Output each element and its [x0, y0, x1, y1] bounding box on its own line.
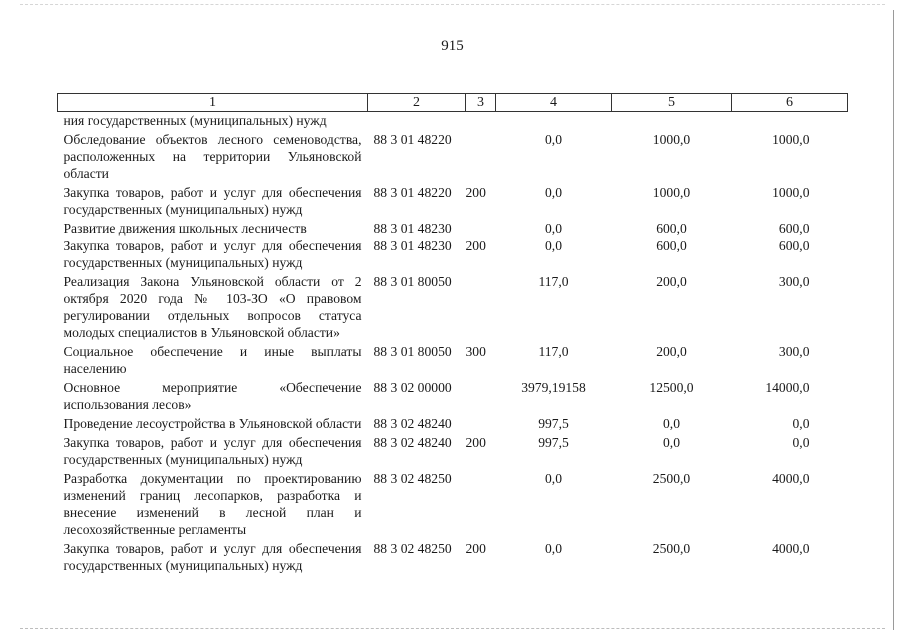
row-value-4: 3979,19158 — [521, 380, 586, 395]
row-code: 88 3 02 48240 — [373, 435, 452, 450]
table-row — [58, 129, 848, 182]
row-value-6: 14000,0 — [765, 380, 810, 395]
row-value-6: 600,0 — [778, 238, 810, 253]
row-value-6: 0,0 — [792, 435, 810, 450]
table-row — [58, 468, 848, 538]
table-row — [58, 182, 848, 218]
row-name: Основное мероприятие «Обеспечение использования лесов» — [63, 380, 362, 412]
row-value-5: 0,0 — [663, 416, 680, 431]
row-code — [368, 112, 466, 130]
row-code: 88 3 01 48220 — [373, 132, 452, 147]
row-type — [466, 112, 496, 130]
row-type — [466, 271, 496, 341]
row-value-4: 0,0 — [545, 238, 562, 253]
row-type — [466, 413, 496, 432]
row-value-4: 0,0 — [545, 541, 562, 556]
row-value-6: 0,0 — [792, 416, 810, 431]
row-type — [466, 218, 496, 237]
row-value-4: 997,5 — [538, 416, 569, 431]
header-col-3: 3 — [466, 94, 496, 112]
scan-right-edge — [893, 10, 894, 630]
table-row — [58, 377, 848, 413]
page-number: 915 — [441, 38, 464, 54]
row-value-5: 2500,0 — [652, 471, 691, 486]
row-name: Реализация Закона Ульяновской области от 2 октября 2020 года № 103-ЗО «О правовом регулировании отдельных вопросов статуса молодых специалистов в Ульяновской области» — [63, 274, 362, 340]
row-name: Обследование объектов лесного семеноводства, расположенных на территории Ульяновской области — [63, 132, 362, 181]
header-col-2: 2 — [368, 94, 466, 112]
row-code: 88 3 02 48250 — [373, 541, 452, 556]
header-col-6: 6 — [732, 94, 848, 112]
table-row — [58, 271, 848, 341]
table-row — [58, 237, 848, 271]
row-code: 88 3 02 48240 — [373, 416, 452, 431]
row-type — [466, 129, 496, 182]
row-name: Разработка документации по проектированию изменений границ лесопарков, разработка и внесение изменений в лесной план и лесохозяйственные регламенты — [63, 471, 362, 537]
row-value-5: 200,0 — [656, 274, 687, 289]
row-code: 88 3 02 48250 — [373, 471, 452, 486]
row-value-4: 117,0 — [538, 344, 569, 359]
row-value-5: 12500,0 — [649, 380, 694, 395]
row-value-5: 200,0 — [656, 344, 687, 359]
scan-top-edge — [20, 4, 885, 5]
row-name: Закупка товаров, работ и услуг для обеспечения государственных (муниципальных) нужд — [63, 435, 362, 467]
row-code: 88 3 01 80050 — [373, 344, 452, 359]
row-type: 300 — [465, 344, 486, 359]
row-value-4: 0,0 — [545, 221, 562, 236]
row-value-6: 1000,0 — [772, 185, 810, 200]
row-name: Закупка товаров, работ и услуг для обеспечения государственных (муниципальных) нужд — [63, 238, 362, 270]
row-name: Проведение лесоустройства в Ульяновской области — [63, 416, 362, 431]
row-name: Социальное обеспечение и иные выплаты населению — [63, 344, 362, 376]
row-type: 200 — [465, 238, 486, 253]
row-value-6: 1000,0 — [772, 132, 810, 147]
row-value-5: 600,0 — [656, 238, 687, 253]
row-value-6: 600,0 — [778, 221, 810, 236]
header-row — [58, 94, 848, 112]
row-value-4: 117,0 — [538, 274, 569, 289]
row-value-5: 600,0 — [656, 221, 687, 236]
row-name: Закупка товаров, работ и услуг для обеспечения государственных (муниципальных) нужд — [63, 185, 362, 217]
row-code: 88 3 01 48220 — [373, 185, 452, 200]
row-value-5: 0,0 — [663, 435, 680, 450]
row-value-5: 2500,0 — [652, 541, 691, 556]
row-value-5 — [612, 112, 732, 130]
table-row — [58, 341, 848, 377]
row-code: 88 3 02 00000 — [373, 380, 452, 395]
row-type: 200 — [465, 185, 486, 200]
table-row — [58, 432, 848, 468]
row-value-4: 0,0 — [545, 185, 562, 200]
row-type: 200 — [465, 541, 486, 556]
row-value-6 — [732, 112, 848, 130]
scan-bottom-edge — [20, 628, 885, 629]
row-code: 88 3 01 48230 — [373, 221, 452, 236]
row-name: Развитие движения школьных лесничеств — [63, 221, 307, 236]
row-value-4: 0,0 — [545, 471, 562, 486]
row-value-5: 1000,0 — [652, 185, 691, 200]
row-value-4: 997,5 — [538, 435, 569, 450]
row-value-6: 300,0 — [778, 344, 810, 359]
row-value-6: 4000,0 — [772, 541, 810, 556]
row-type: 200 — [465, 435, 486, 450]
table-row — [58, 413, 848, 432]
row-value-4: 0,0 — [545, 132, 562, 147]
budget-table — [57, 93, 848, 574]
row-value-6: 4000,0 — [772, 471, 810, 486]
row-type — [466, 377, 496, 413]
row-type — [466, 468, 496, 538]
table-row — [58, 112, 848, 130]
row-code: 88 3 01 80050 — [373, 274, 452, 289]
row-name: ния государственных (муниципальных) нужд — [63, 113, 327, 128]
row-code: 88 3 01 48230 — [373, 238, 452, 253]
row-value-5: 1000,0 — [652, 132, 691, 147]
row-name: Закупка товаров, работ и услуг для обеспечения государственных (муниципальных) нужд — [63, 541, 362, 573]
table-row — [58, 218, 848, 237]
row-value-4 — [496, 112, 612, 130]
header-col-1: 1 — [58, 94, 368, 112]
row-value-6: 300,0 — [778, 274, 810, 289]
header-col-4: 4 — [496, 94, 612, 112]
table-row — [58, 538, 848, 574]
header-col-5: 5 — [612, 94, 732, 112]
